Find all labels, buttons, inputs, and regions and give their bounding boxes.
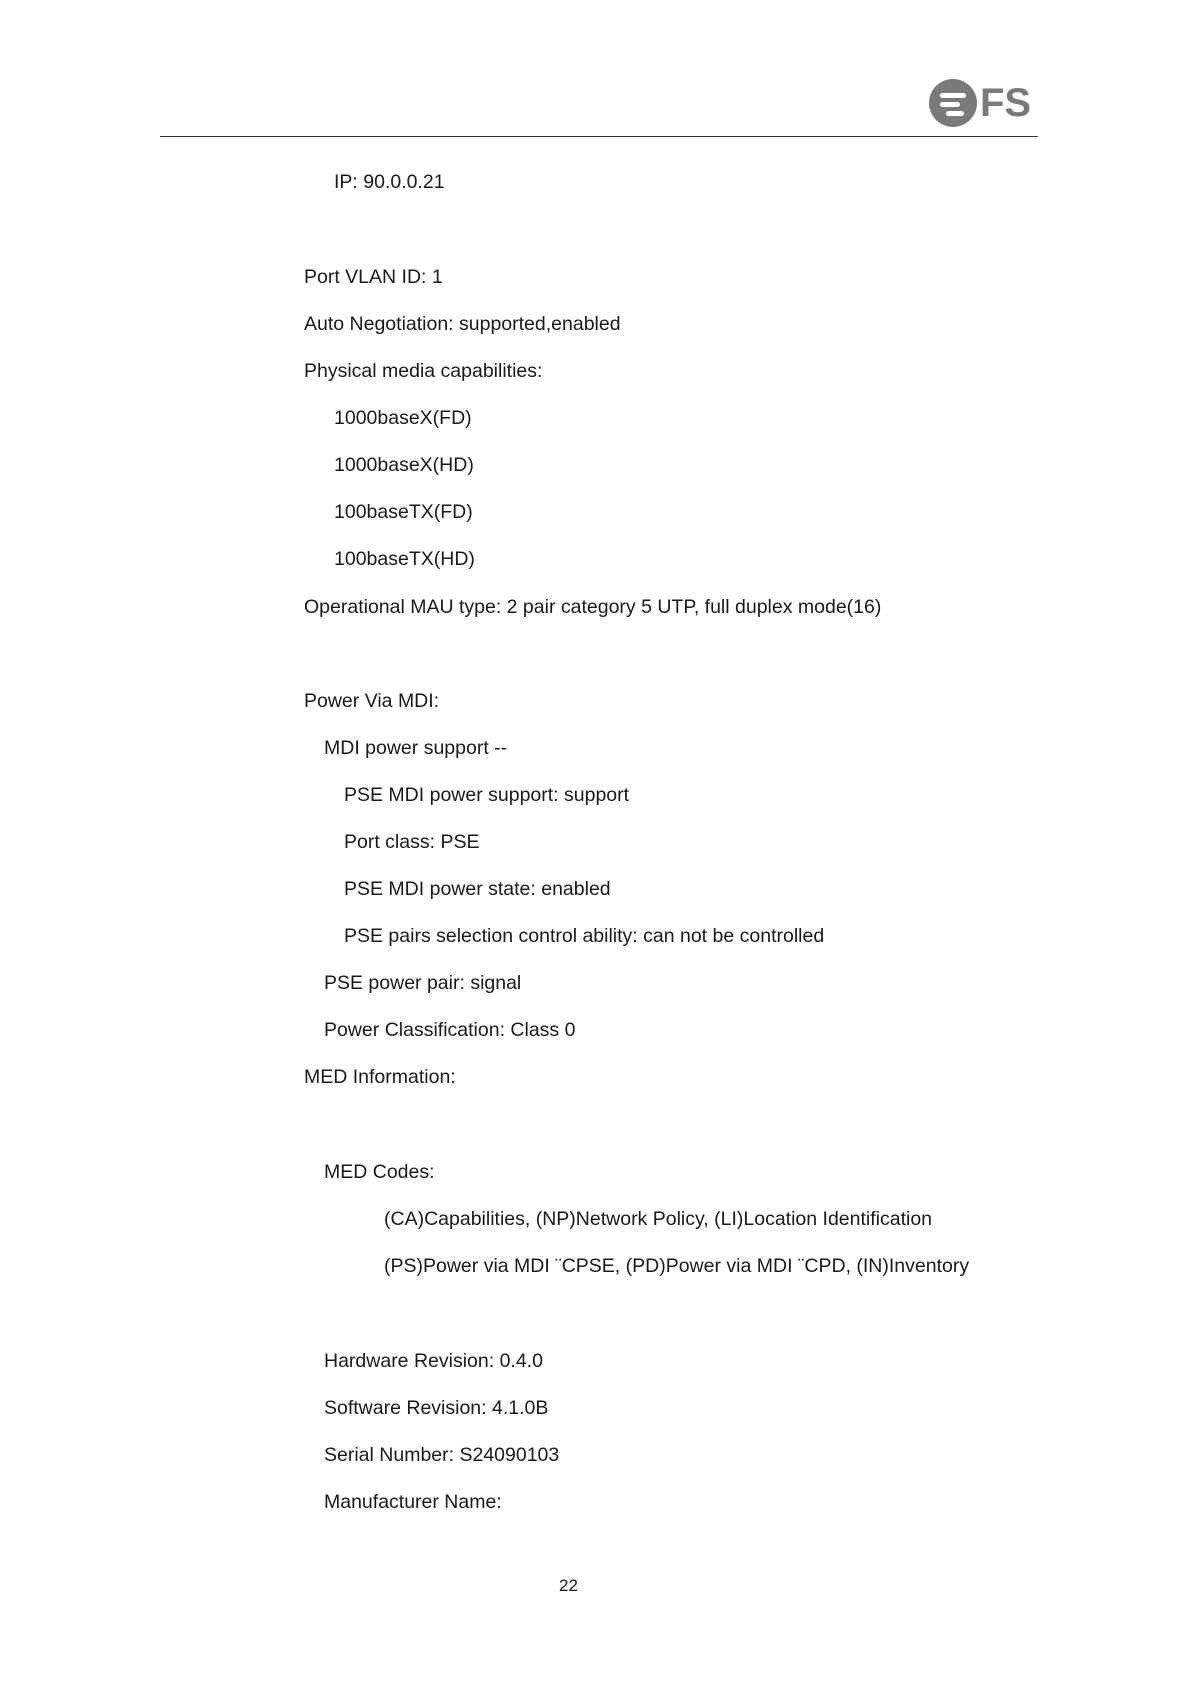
physical-media-capabilities-line: Physical media capabilities: (304, 360, 543, 382)
page-number: 22 (559, 1576, 578, 1595)
med-information-line: MED Information: (304, 1066, 456, 1088)
hardware-revision-line: Hardware Revision: 0.4.0 (324, 1350, 543, 1372)
auto-negotiation-line: Auto Negotiation: supported,enabled (304, 313, 621, 335)
capability-1000basex-fd: 1000baseX(FD) (334, 407, 472, 429)
power-via-mdi-line: Power Via MDI: (304, 690, 440, 712)
pse-mdi-power-state-line: PSE MDI power state: enabled (344, 878, 611, 900)
operational-mau-type-line: Operational MAU type: 2 pair category 5 UTP, full duplex mode(16) (304, 596, 882, 618)
power-classification-line: Power Classification: Class 0 (324, 1019, 576, 1041)
manufacturer-name-line: Manufacturer Name: (324, 1491, 502, 1513)
software-revision-line: Software Revision: 4.1.0B (324, 1397, 549, 1419)
pse-power-pair-line: PSE power pair: signal (324, 972, 522, 994)
med-codes-ca-np-li: (CA)Capabilities, (NP)Network Policy, (LI)Location Identification (384, 1208, 933, 1230)
fs-logo (928, 76, 1038, 130)
fs-logo-icon (928, 78, 978, 128)
pse-pairs-selection-line: PSE pairs selection control ability: can not be controlled (344, 925, 825, 947)
capability-100basetx-fd: 100baseTX(FD) (334, 501, 473, 523)
header-divider (160, 136, 1038, 137)
pse-mdi-power-support-line: PSE MDI power support: support (344, 784, 630, 806)
port-class-line: Port class: PSE (344, 831, 480, 853)
mdi-power-support-line: MDI power support -- (324, 737, 508, 759)
capability-1000basex-hd: 1000baseX(HD) (334, 454, 474, 476)
med-codes-ps-pd-in: (PS)Power via MDI ¨CPSE, (PD)Power via MDI ¨CPD, (IN)Inventory (384, 1255, 970, 1277)
port-vlan-id-line: Port VLAN ID: 1 (304, 266, 443, 288)
capability-100basetx-hd: 100baseTX(HD) (334, 548, 475, 570)
serial-number-line: Serial Number: S24090103 (324, 1444, 560, 1466)
ip-line: IP: 90.0.0.21 (334, 171, 445, 193)
med-codes-line: MED Codes: (324, 1161, 435, 1183)
logo-text: FS (980, 80, 1032, 125)
